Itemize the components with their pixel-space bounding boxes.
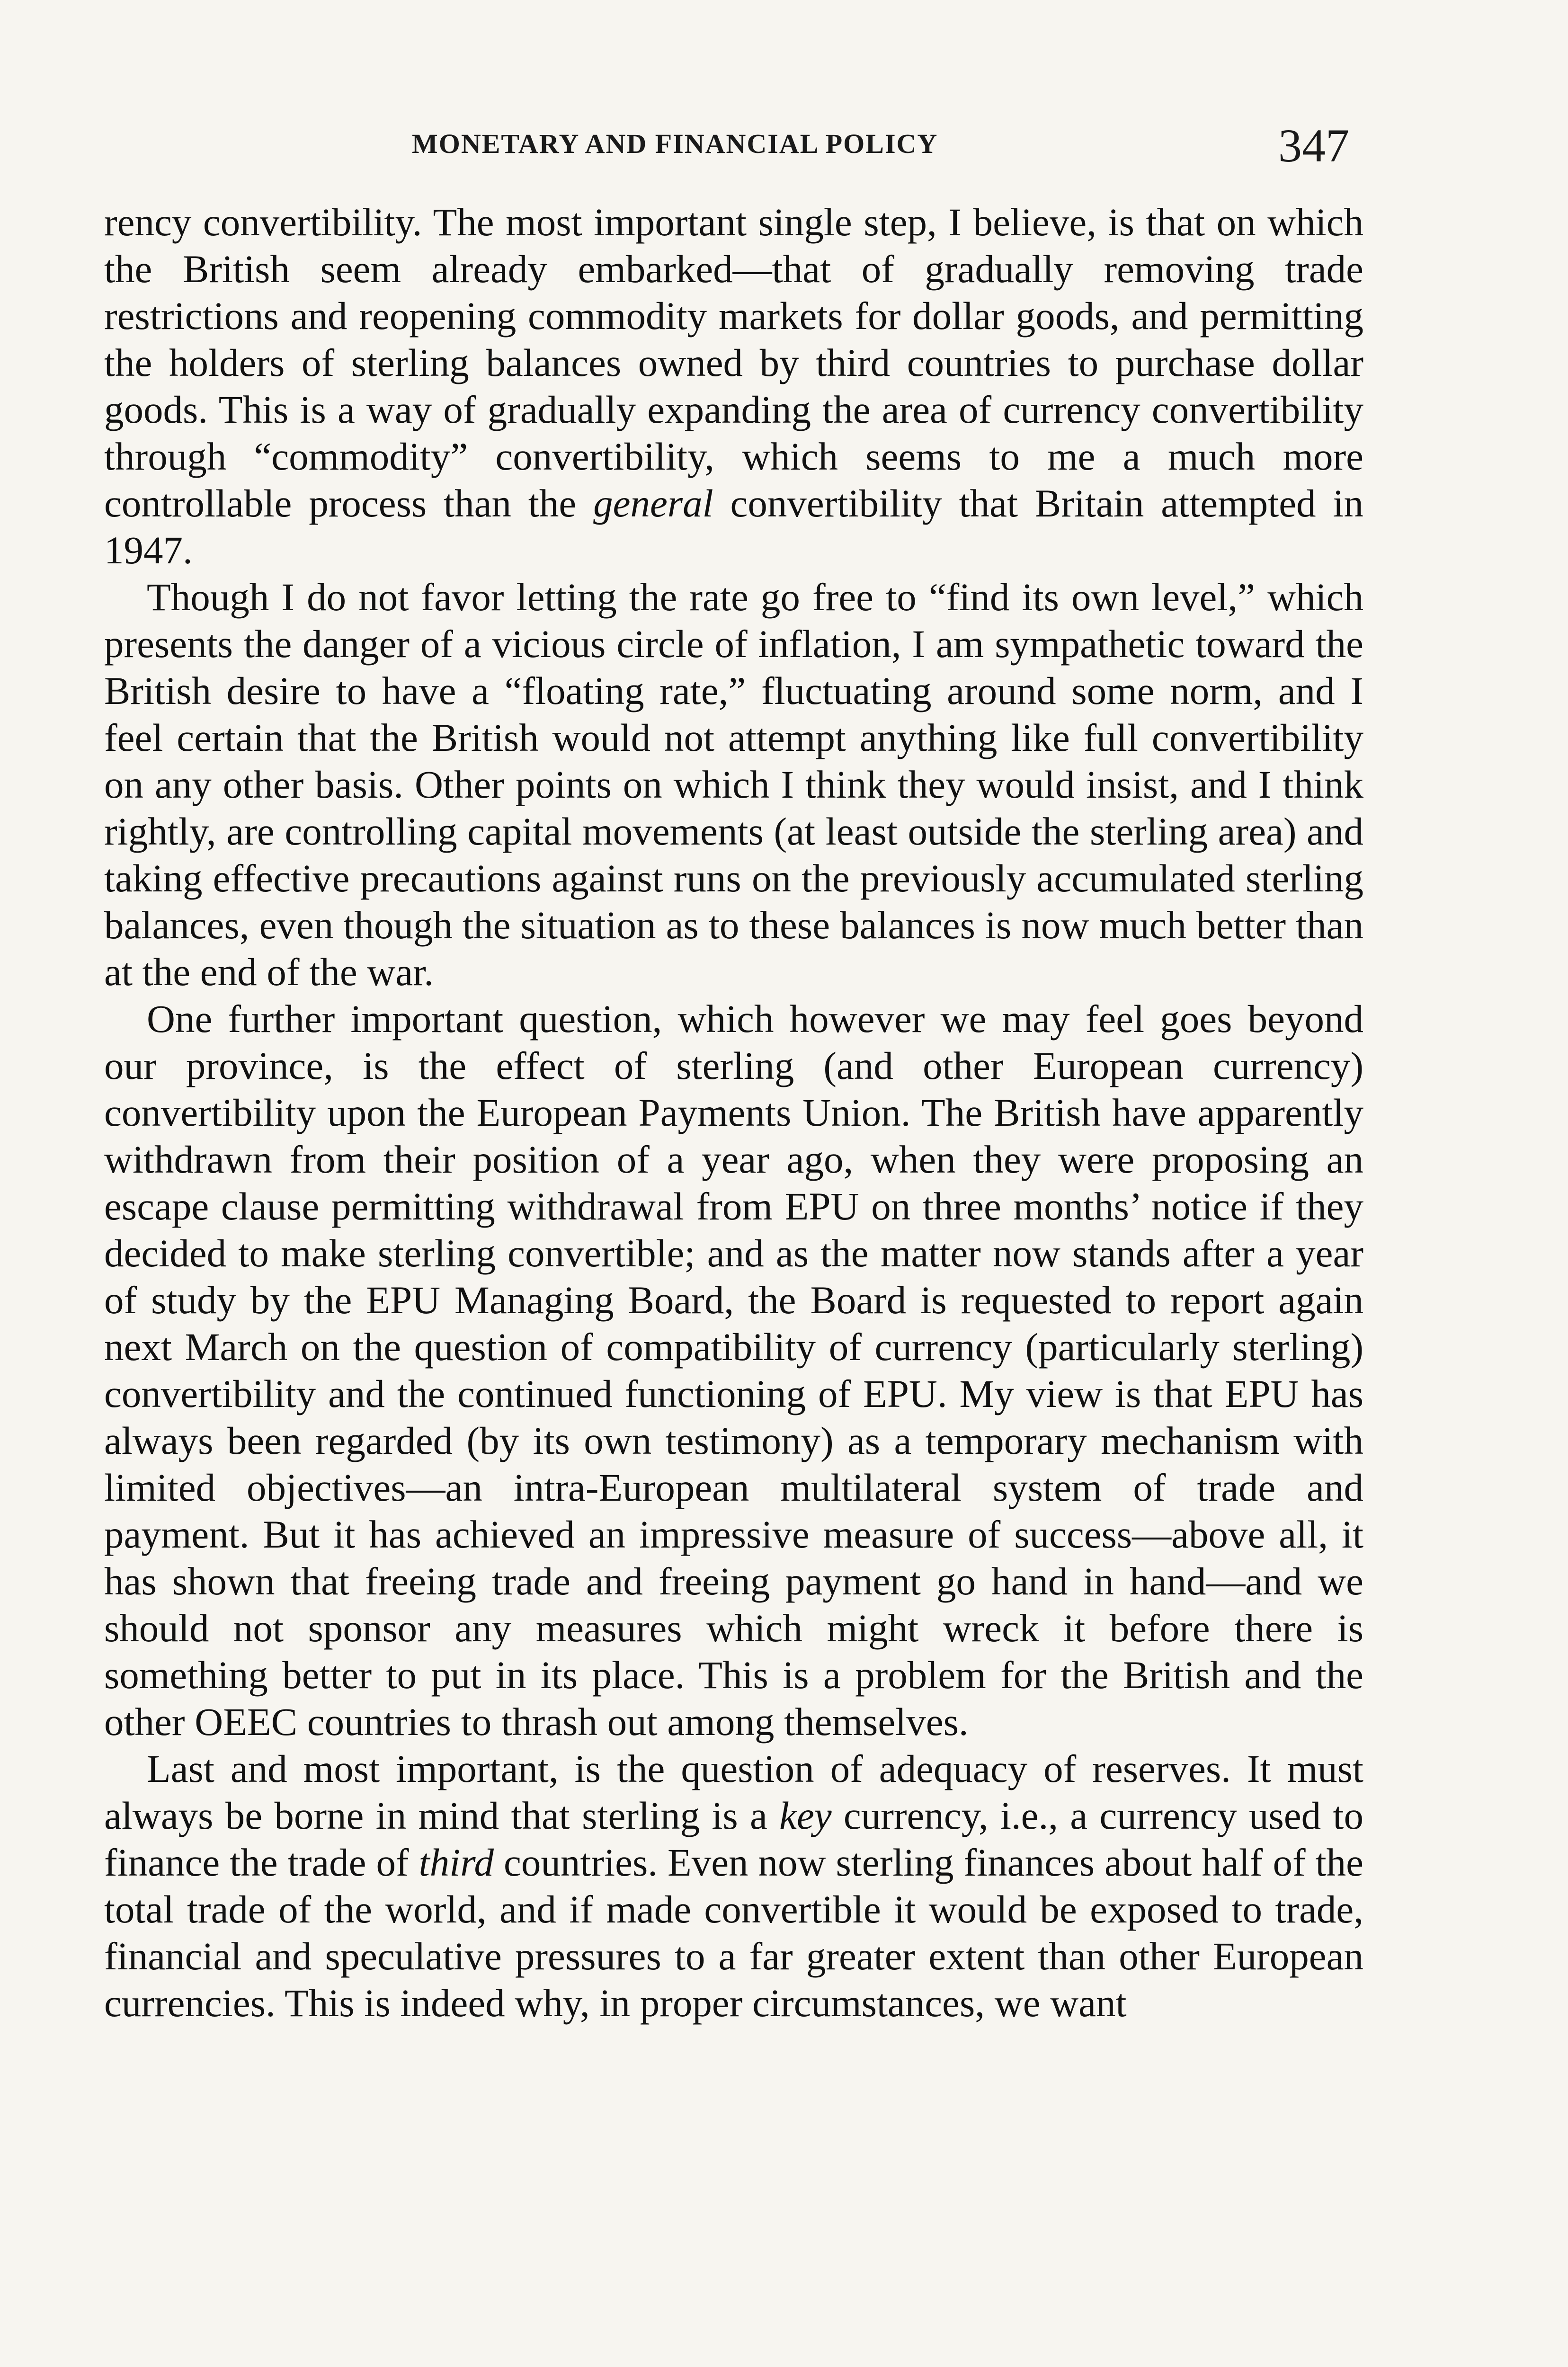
paragraph-1 [104, 199, 1363, 574]
paragraph-1-text-b: convertibility that Britain attempted in 1947. [104, 481, 1363, 572]
emphasis-key: key [779, 1794, 832, 1837]
page-header [104, 118, 1363, 170]
body-text [104, 199, 1363, 2027]
paragraph-1-text-a: rency convertibility. The most important single step, I believe, is that on which the British seem already embarked—that of gradually removing trade restrictions and reopening commodity markets for dollar goods, and permitting the holders of sterling balances owned by third countries to purchase dollar goods. This is a way of gradually expanding the area of currency convertibility through “commodity” convertibility, which seems to me a much more controllable process than the [104, 200, 1363, 525]
paragraph-3: One further important question, which however we may feel goes beyond our province, is the effect of sterling (and other European currency) convertibility upon the European Payments Union. The British have apparently withdrawn from their position of a year ago, when they were proposing an escape clause permitting withdrawal from EPU on three months’ notice if they decided to make sterling convertible; and as the matter now stands after a year of study by the EPU Managing Board, the Board is requested to report again next March on the question of compatibility of currency (particularly sterling) convertibility and the continued functioning of EPU. My view is that EPU has always been regarded (by its own testimony) as a temporary mechanism with limited objectives—an intra-European multilateral system of trade and payment. But it has achieved an impressive measure of success—above all, it has shown that freeing trade and freeing payment go hand in hand—and we should not sponsor any measures which might wreck it before there is something better to put in its place. This is a problem for the British and the other OEEC countries to thrash out among themselves. [104, 997, 1363, 1744]
paragraph-4 [104, 1745, 1363, 2027]
paragraph-4-text-b: currency, i.e., a currency used to finance the trade of [104, 1794, 1363, 1884]
paragraph-4-text-c: countries. Even now sterling finances about half of the total trade of the world, and if made convertible it would be exposed to trade, financial and speculative pressures to a far greater extent than other European currencies. This is indeed why, in proper circumstances, we want [104, 1841, 1363, 2025]
emphasis-third: third [419, 1841, 494, 1884]
paragraph-4-text-a: Last and most important, is the question of adequacy of reserves. It must always be borne in mind that sterling is a [104, 1747, 1363, 1837]
emphasis-general: general [593, 481, 713, 525]
paragraph-2: Though I do not favor letting the rate go free to “find its own level,” which presents the danger of a vicious circle of inflation, I am sympathetic toward the British desire to have a “floating rate,” fluctuating around some norm, and I feel certain that the British would not attempt anything like full convertibility on any other basis. Other points on which I think they would insist, and I think rightly, are controlling capital movements (at least outside the sterling area) and taking effective precautions against runs on the previously accumulated sterling balances, even though the situation as to these balances is now much better than at the end of the war. [104, 575, 1363, 994]
page-number: 347 [1278, 119, 1349, 172]
running-head: MONETARY AND FINANCIAL POLICY [412, 128, 938, 159]
